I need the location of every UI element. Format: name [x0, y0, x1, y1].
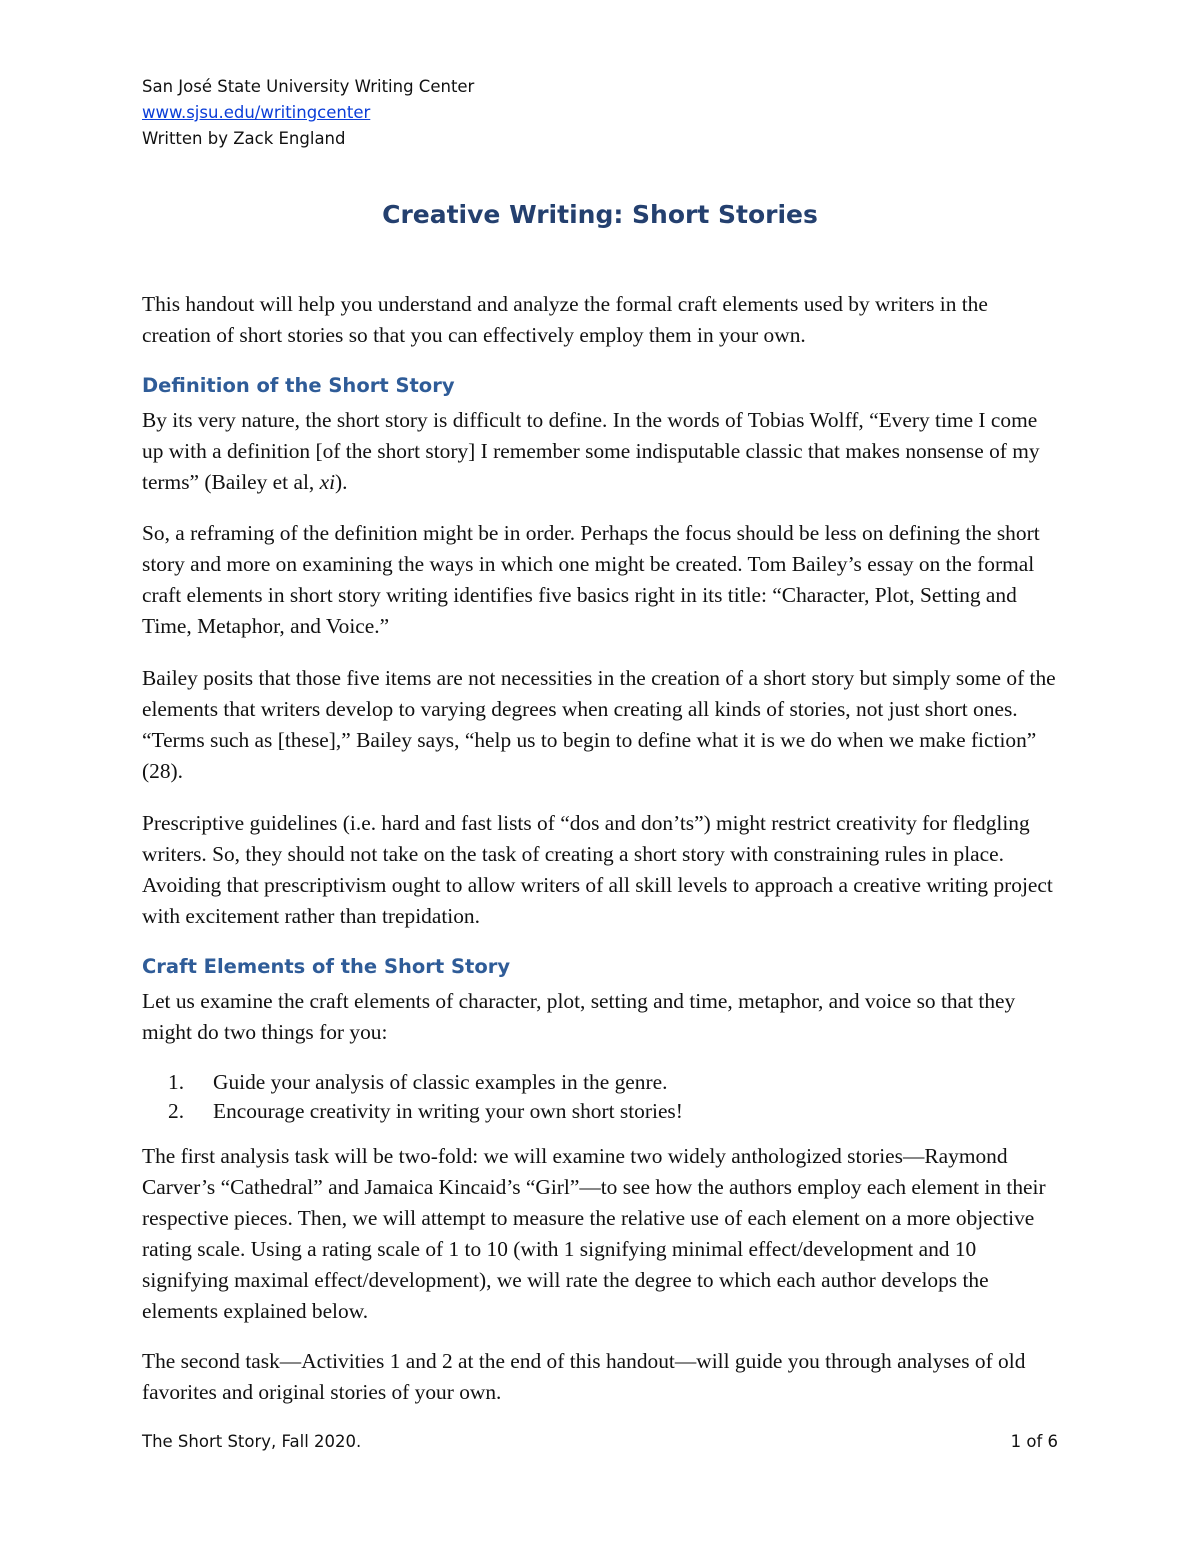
section-heading-definition: Definition of the Short Story	[142, 374, 455, 397]
paragraph: So, a reframing of the definition might be in order. Perhaps the focus should be less on defining the short story and more on examining the ways in which one might be created. Tom Bailey’s essay on the formal craft elements in short story writing identifies five basics right in its title: “Character, Plot, Setting and Time, Metaphor, and Voice.”	[142, 521, 1040, 638]
document-header	[142, 74, 474, 152]
footer-page-number: 1 of 6	[1010, 1432, 1058, 1451]
writing-center-link[interactable]: www.sjsu.edu/writingcenter	[142, 103, 371, 122]
paragraph: Bailey posits that those five items are not necessities in the creation of a short story but simply some of the elements that writers develop to varying degrees when creating all kinds of stories, not just short ones. “Terms such as [these],” Bailey says, “help us to begin to define what it is we do when we make fiction” (28).	[142, 666, 1056, 783]
intro-paragraph: This handout will help you understand and analyze the formal craft elements used by writers in the creation of short stories so that you can effectively employ them in your own.	[142, 292, 988, 347]
page-title: Creative Writing: Short Stories	[382, 200, 818, 229]
definition-section-body	[142, 405, 1062, 498]
paragraph: Prescriptive guidelines (i.e. hard and fast lists of “dos and don’ts”) might restrict creativity for fledgling writers. So, they should not take on the task of creating a short story with constraining rules in place. Avoiding that prescriptivism ought to allow writers of all skill levels to approach a creative writing project with excitement rather than trepidation.	[142, 811, 1053, 928]
author-line: Written by Zack England	[142, 129, 346, 148]
list-item: 2. Encourage creativity in writing your own short stories!	[168, 1099, 683, 1123]
footer-document-name: The Short Story, Fall 2020.	[142, 1432, 362, 1451]
numbered-list	[168, 1068, 683, 1126]
paragraph: The first analysis task will be two-fold: we will examine two widely anthologized stories—Raymond Carver’s “Cathedral” and Jamaica Kincaid’s “Girl”—to see how the authors employ each element in their respective pieces. Then, we will attempt to measure the relative use of each element on a more objective rating scale. Using a rating scale of 1 to 10 (with 1 signifying minimal effect/development and 10 signifying maximal effect/development), we will rate the degree to which each author develops the elements explained below.	[142, 1144, 1046, 1323]
org-name: San José State University Writing Center	[142, 77, 475, 96]
list-item: 1. Guide your analysis of classic examples in the genre.	[168, 1070, 668, 1094]
section-heading-craft-elements: Craft Elements of the Short Story	[142, 955, 511, 978]
paragraph: Let us examine the craft elements of character, plot, setting and time, metaphor, and voice so that they might do two things for you:	[142, 989, 1016, 1044]
paragraph: The second task—Activities 1 and 2 at the end of this handout—will guide you through analyses of old favorites and original stories of your own.	[142, 1349, 1026, 1404]
paragraph: By its very nature, the short story is difficult to define. In the words of Tobias Wolff, “Every time I come up with a definition [of the short story] I remember some indisputable classic that makes nonsense of my terms” (Bailey et al, xi).	[142, 408, 1040, 494]
